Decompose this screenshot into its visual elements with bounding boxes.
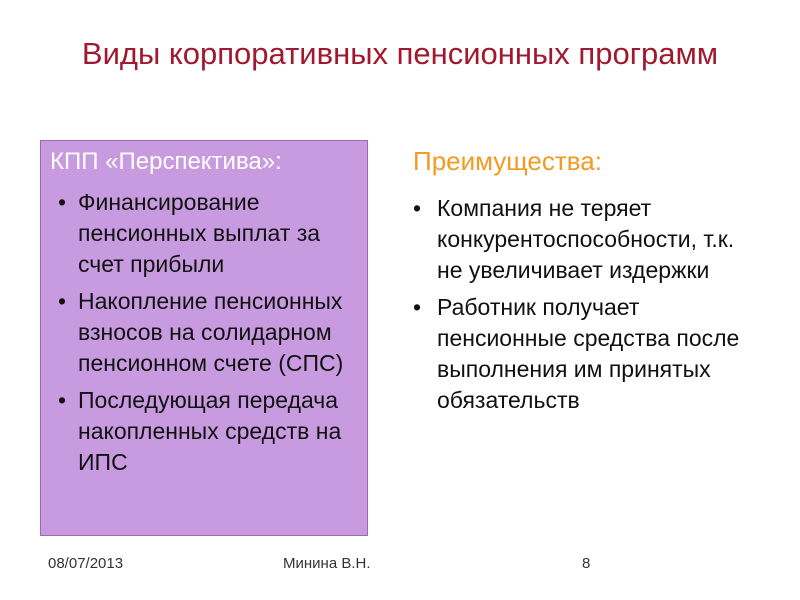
left-box-heading: КПП «Перспектива»: xyxy=(50,148,282,175)
advantage-item: • Работник получает пенсионные средства после выполнения им принятых обязательств xyxy=(405,292,760,416)
advantages-heading: Преимущества: xyxy=(413,146,602,176)
left-bullet-item: • Финансирование пенсионных выплат за счет прибыли xyxy=(42,187,368,280)
left-bullet-list xyxy=(42,187,368,478)
advantage-item: • Компания не теряет конкурентоспособности, т.к. не увеличивает издержки xyxy=(405,193,760,286)
right-content xyxy=(405,146,760,422)
slide-title: Виды корпоративных пенсионных программ xyxy=(81,36,719,71)
left-bullet-item: • Накопление пенсионных взносов на солидарном пенсионном счете (СПС) xyxy=(42,286,368,379)
left-bullet-item: • Последующая передача накопленных средств на ИПС xyxy=(42,385,368,478)
advantages-list xyxy=(405,193,760,416)
footer-date: 08/07/2013 xyxy=(48,555,124,572)
page-number: 8 xyxy=(582,555,591,572)
left-content xyxy=(42,146,368,484)
footer-author: Минина В.Н. xyxy=(283,555,371,572)
